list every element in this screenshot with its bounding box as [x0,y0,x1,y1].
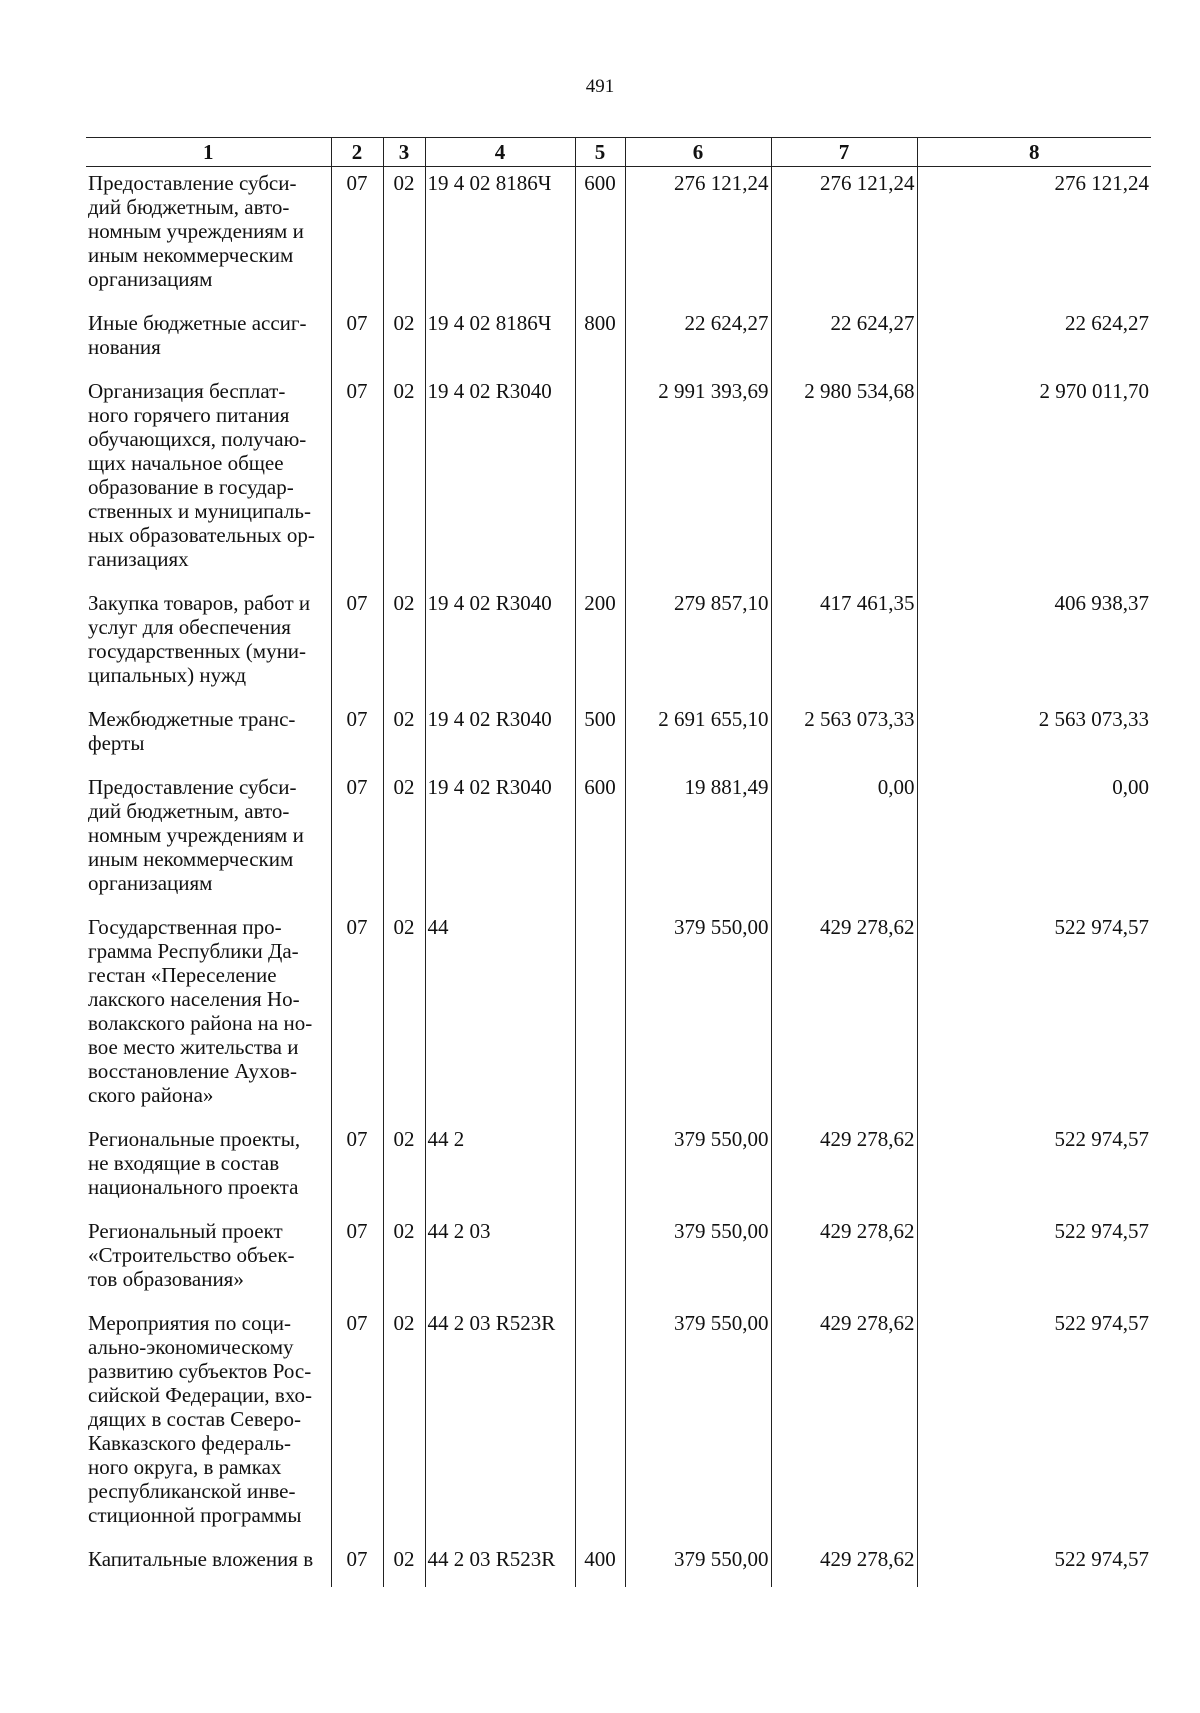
row-name: Иные бюджетные ассиг- нования [88,311,307,359]
table-header-row [86,138,1151,167]
target-article-code: 19 4 02 R3040 [425,375,575,587]
section-code: 07 [331,703,383,771]
amount-col-8: 522 974,57 [917,1543,1151,1587]
subsection-code: 02 [383,1123,425,1215]
amount-col-6: 19 881,49 [625,771,771,911]
column-header: 6 [625,138,771,167]
amount-col-6: 2 691 655,10 [625,703,771,771]
target-article-code: 19 4 02 R3040 [425,587,575,703]
amount-col-7: 417 461,35 [771,587,917,703]
table-row [86,1123,1151,1215]
subsection-code: 02 [383,771,425,911]
amount-col-6: 379 550,00 [625,1543,771,1587]
table-row [86,375,1151,587]
section-code: 07 [331,1307,383,1543]
section-code: 07 [331,771,383,911]
target-article-code: 44 2 [425,1123,575,1215]
target-article-code: 44 2 03 R523R [425,1307,575,1543]
subsection-code: 02 [383,703,425,771]
target-article-code: 19 4 02 R3040 [425,771,575,911]
table-body [86,167,1151,1588]
target-article-code: 44 2 03 R523R [425,1543,575,1587]
amount-col-7: 429 278,62 [771,1123,917,1215]
amount-col-8: 276 121,24 [917,167,1151,308]
subsection-code: 02 [383,587,425,703]
expense-type-code: 600 [575,771,625,911]
expense-type-code: 600 [575,167,625,308]
target-article-code: 19 4 02 8186Ч [425,167,575,308]
subsection-code: 02 [383,1215,425,1307]
expense-type-code [575,1123,625,1215]
amount-col-7: 2 980 534,68 [771,375,917,587]
section-code: 07 [331,1543,383,1587]
table-row [86,703,1151,771]
expense-type-code: 500 [575,703,625,771]
column-header: 7 [771,138,917,167]
section-code: 07 [331,587,383,703]
table-row [86,587,1151,703]
subsection-code: 02 [383,375,425,587]
amount-col-8: 522 974,57 [917,1123,1151,1215]
table-row [86,167,1151,308]
table-row [86,911,1151,1123]
amount-col-8: 0,00 [917,771,1151,911]
expense-type-code: 800 [575,307,625,375]
subsection-code: 02 [383,911,425,1123]
section-code: 07 [331,167,383,308]
target-article-code: 44 [425,911,575,1123]
table-row [86,771,1151,911]
amount-col-6: 279 857,10 [625,587,771,703]
column-header: 8 [917,138,1151,167]
amount-col-8: 22 624,27 [917,307,1151,375]
column-header: 4 [425,138,575,167]
expense-type-code [575,911,625,1123]
amount-col-8: 522 974,57 [917,911,1151,1123]
column-header: 3 [383,138,425,167]
amount-col-8: 2 563 073,33 [917,703,1151,771]
row-name: Региональный проект «Строительство объек- тов образования» [88,1219,295,1291]
target-article-code: 19 4 02 R3040 [425,703,575,771]
amount-col-6: 379 550,00 [625,1123,771,1215]
row-name: Региональные проекты, не входящие в состав национального проекта [88,1127,301,1199]
row-name: Капитальные вложения в [88,1547,314,1571]
table-row [86,1307,1151,1543]
expense-type-code: 200 [575,587,625,703]
subsection-code: 02 [383,1307,425,1543]
expense-type-code [575,1215,625,1307]
column-header: 2 [331,138,383,167]
row-name: Межбюджетные транс- ферты [88,707,296,755]
row-name: Мероприятия по соци- ально-экономическому развитию субъектов Рос- сийской Федерации, вхо- дящих в состав Северо- Кавказского федераль- ного округа, в рамках республиканской инве- стиционной программы [88,1311,313,1527]
section-code: 07 [331,1215,383,1307]
target-article-code: 44 2 03 [425,1215,575,1307]
column-header: 5 [575,138,625,167]
subsection-code: 02 [383,307,425,375]
section-code: 07 [331,911,383,1123]
amount-col-8: 522 974,57 [917,1307,1151,1543]
amount-col-8: 2 970 011,70 [917,375,1151,587]
amount-col-6: 379 550,00 [625,1307,771,1543]
table-row [86,1215,1151,1307]
table-row [86,1543,1151,1587]
section-code: 07 [331,307,383,375]
amount-col-8: 522 974,57 [917,1215,1151,1307]
amount-col-6: 379 550,00 [625,1215,771,1307]
row-name: Организация бесплат- ного горячего питания обучающихся, получаю- щих начальное общее образование в государ- ственных и муниципаль- ных образовательных ор- ганизациях [88,379,315,571]
row-name: Государственная про- грамма Республики Да- гестан «Переселение лакского населения Но- волакского района на но- вое место жительства и восстановление Ауxов- ского района» [88,915,313,1107]
amount-col-7: 429 278,62 [771,1215,917,1307]
amount-col-7: 0,00 [771,771,917,911]
amount-col-7: 429 278,62 [771,911,917,1123]
column-header: 1 [86,138,331,167]
amount-col-7: 22 624,27 [771,307,917,375]
amount-col-7: 2 563 073,33 [771,703,917,771]
section-code: 07 [331,1123,383,1215]
amount-col-7: 429 278,62 [771,1307,917,1543]
expense-type-code [575,375,625,587]
target-article-code: 19 4 02 8186Ч [425,307,575,375]
amount-col-8: 406 938,37 [917,587,1151,703]
subsection-code: 02 [383,167,425,308]
subsection-code: 02 [383,1543,425,1587]
expense-type-code: 400 [575,1543,625,1587]
amount-col-7: 276 121,24 [771,167,917,308]
amount-col-6: 379 550,00 [625,911,771,1123]
amount-col-6: 22 624,27 [625,307,771,375]
table-row [86,307,1151,375]
row-name: Предоставление субси- дий бюджетным, авто- номным учреждениям и иным некоммерческим организациям [88,775,304,895]
row-name: Предоставление субси- дий бюджетным, авто- номным учреждениям и иным некоммерческим организациям [88,171,304,291]
expense-type-code [575,1307,625,1543]
row-name: Закупка товаров, работ и услуг для обеспечения государственных (муни- ципальных) нужд [88,591,311,687]
amount-col-7: 429 278,62 [771,1543,917,1587]
amount-col-6: 2 991 393,69 [625,375,771,587]
budget-table [86,137,1151,1587]
page-number: 491 [585,76,615,97]
section-code: 07 [331,375,383,587]
amount-col-6: 276 121,24 [625,167,771,308]
